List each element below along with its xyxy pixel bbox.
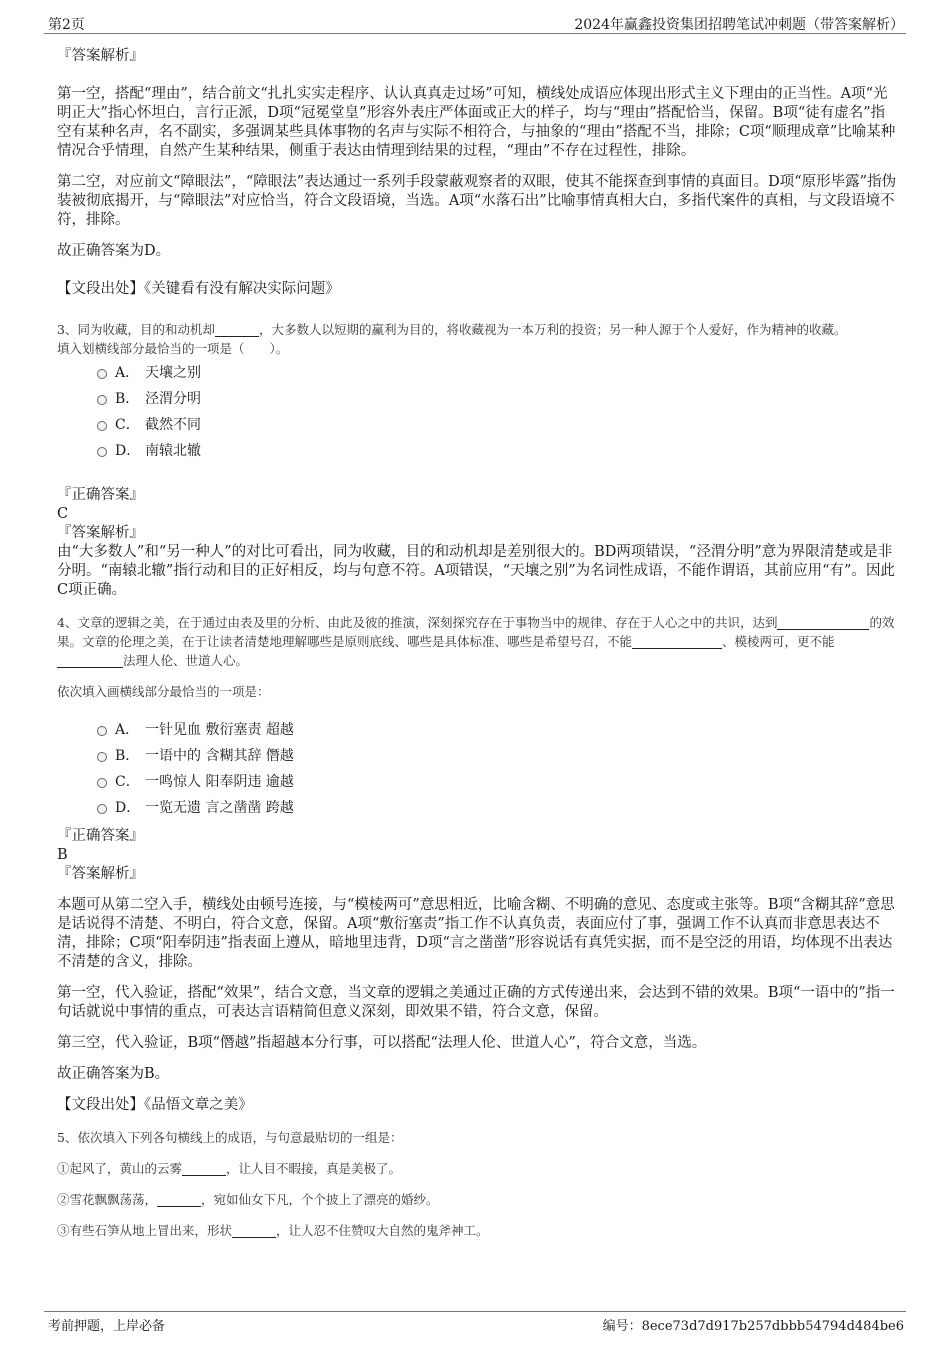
source-citation: 【文段出处】《品悟文章之美》 bbox=[57, 1097, 253, 1113]
question-prompt: 依次填入画横线部分最恰当的一项是： bbox=[57, 684, 270, 699]
option-b[interactable]: B． 泾渭分明 bbox=[57, 386, 897, 412]
analysis-paragraph: 由“大多数人”和“另一种人”的对比可看出，同为收藏，目的和动机却是差别很大的。BD两项错误，“泾渭分明”意为界限清楚或是非分明。“南辕北辙”指行动和目的正好相反，均与句意不符。A项错误，“天壤之别”为名词性成语，不能作谓语，其前应用“有”。因此C项正确。 bbox=[57, 544, 895, 598]
radio-button[interactable] bbox=[97, 804, 107, 814]
sentence-3: ③有些石笋从地上冒出来，形状 ，让人忍不住赞叹大自然的鬼斧神工。 bbox=[57, 1223, 489, 1238]
page-header bbox=[0, 0, 950, 34]
conclusion: 故正确答案为B。 bbox=[57, 1066, 170, 1082]
question-prompt: 填入划横线部分最恰当的一项是（ ）。 bbox=[57, 341, 289, 356]
radio-button[interactable] bbox=[97, 447, 107, 457]
answer-label: 『正确答案』 bbox=[57, 487, 144, 503]
source-citation: 【文段出处】《关键看有没有解决实际问题》 bbox=[57, 281, 340, 297]
analysis-paragraph: 本题可从第二空入手，横线处由顿号连接，与“模棱两可”意思相近，比喻含糊、不明确的意见、态度或主张等。B项“含糊其辞”意思是话说得不清楚、不明白，符合文意，保留。A项“敷衍塞责”指工作不认真负责，表面应付了事，强调工作不认真而非意思表达不清，排除；C项“阳奉阴违”指表面上遵从，暗地里违背，D项“言之凿凿”形容说话有真凭实据，而不是空泛的用语，均体现不出表达不清楚的含义，排除。 bbox=[57, 897, 895, 970]
analysis-paragraph: 第二空，对应前文“障眼法”，“障眼法”表达通过一系列手段蒙蔽观察者的双眼，使其不能探查到事情的真面目。D项“原形毕露”指伪装被彻底揭开，与“障眼法”对应恰当，符合文段语境，当选。A项“水落石出”比喻事情真相大白，多指代案件的真相，与文段语境不符，排除。 bbox=[57, 174, 897, 228]
footer-slogan: 考前押题，上岸必备 bbox=[48, 1319, 166, 1334]
option-d[interactable]: D． 一览无遗 言之凿凿 跨越 bbox=[57, 795, 897, 821]
header-divider bbox=[44, 33, 906, 34]
answer-blank bbox=[632, 634, 722, 649]
analysis-label: 『答案解析』 bbox=[57, 48, 144, 64]
analysis-paragraph: 第三空，代入验证，B项“僭越”指超越本分行事，可以搭配“法理人伦、世道人心”，符合文意，当选。 bbox=[57, 1035, 707, 1051]
correct-answer: C bbox=[57, 506, 69, 522]
page-content bbox=[57, 40, 897, 1240]
question-3-stem: 3、同为收藏，目的和动机却 ，大多数人以短期的赢利为目的，将收藏视为一本万利的投资；另一种人源于个人爱好，作为精神的收藏。 bbox=[57, 322, 847, 337]
question-5-stem: 5、依次填入下列各句横线上的成语，与句意最贴切的一组是： bbox=[57, 1130, 403, 1145]
question-4-stem: 4、文章的逻辑之美，在于通过由表及里的分析、由此及彼的推演，深刻探究存在于事物当中的规律、存在于人心之中的共识，达到 的效果。文章的伦理之美，在于让读者清楚地理解哪些是原则底线、哪些是具体标准、哪些是希望号召，不能 、模棱两可，更不能法理人伦、世道人心。 bbox=[57, 615, 895, 668]
radio-button[interactable] bbox=[97, 369, 107, 379]
radio-button[interactable] bbox=[97, 395, 107, 405]
analysis-label: 『答案解析』 bbox=[57, 525, 144, 541]
analysis-paragraph: 第一空，搭配“理由”，结合前文“扎扎实实走程序、认认真真走过场”可知，横线处成语应体现出形式主义下理由的正当性。A项“光明正大”指心怀坦白，言行正派，D项“冠冕堂皇”形容外表庄严体面或正大的样子，均与“理由”搭配恰当，保留。B项“徒有虚名”指空有某种名声，名不副实，多强调某些具体事物的名声与实际不相符合，与抽象的“理由”搭配不当，排除；C项“顺理成章”比喻某种情况合乎情理，自然产生某种结果，侧重于表达由情理到结果的过程，“理由”不存在过程性，排除。 bbox=[57, 86, 896, 159]
analysis-label: 『答案解析』 bbox=[57, 866, 144, 882]
answer-blank bbox=[57, 653, 123, 668]
sentence-2: ②雪花飘飘荡荡， ，宛如仙女下凡，个个披上了漂亮的婚纱。 bbox=[57, 1192, 439, 1207]
analysis-paragraph: 第一空，代入验证，搭配“效果”，结合文意，当文章的逻辑之美通过正确的方式传递出来，会达到不错的效果。B项“一语中的”指一句话就说中事情的重点，可表达言语精简但意义深刻，即效果不错，符合文意，保留。 bbox=[57, 985, 895, 1020]
sentence-1: ①起风了，黄山的云雾 ，让人目不暇接，真是美极了。 bbox=[57, 1161, 402, 1176]
option-a[interactable]: A． 天壤之别 bbox=[57, 360, 897, 386]
answer-blank bbox=[182, 1161, 226, 1176]
radio-button[interactable] bbox=[97, 778, 107, 788]
answer-blank bbox=[157, 1192, 201, 1207]
document-id: 编号：8ece73d7d917b257dbbb54794d484be6 bbox=[602, 1319, 904, 1334]
footer-divider bbox=[44, 1311, 906, 1312]
option-d[interactable]: D． 南辕北辙 bbox=[57, 438, 897, 464]
page-number: 第2页 bbox=[48, 17, 85, 33]
options-list bbox=[57, 360, 897, 464]
radio-button[interactable] bbox=[97, 752, 107, 762]
option-b[interactable]: B． 一语中的 含糊其辞 僭越 bbox=[57, 743, 897, 769]
answer-blank bbox=[232, 1223, 276, 1238]
document-title: 2024年赢鑫投资集团招聘笔试冲刺题（带答案解析） bbox=[574, 17, 904, 33]
option-c[interactable]: C． 一鸣惊人 阳奉阴违 逾越 bbox=[57, 769, 897, 795]
option-a[interactable]: A． 一针见血 敷衍塞责 超越 bbox=[57, 717, 897, 743]
radio-button[interactable] bbox=[97, 726, 107, 736]
options-list bbox=[57, 717, 897, 821]
option-c[interactable]: C． 截然不同 bbox=[57, 412, 897, 438]
answer-blank bbox=[777, 615, 869, 630]
conclusion: 故正确答案为D。 bbox=[57, 243, 171, 259]
radio-button[interactable] bbox=[97, 421, 107, 431]
correct-answer: B bbox=[57, 847, 68, 863]
answer-label: 『正确答案』 bbox=[57, 828, 144, 844]
answer-blank bbox=[215, 322, 259, 337]
